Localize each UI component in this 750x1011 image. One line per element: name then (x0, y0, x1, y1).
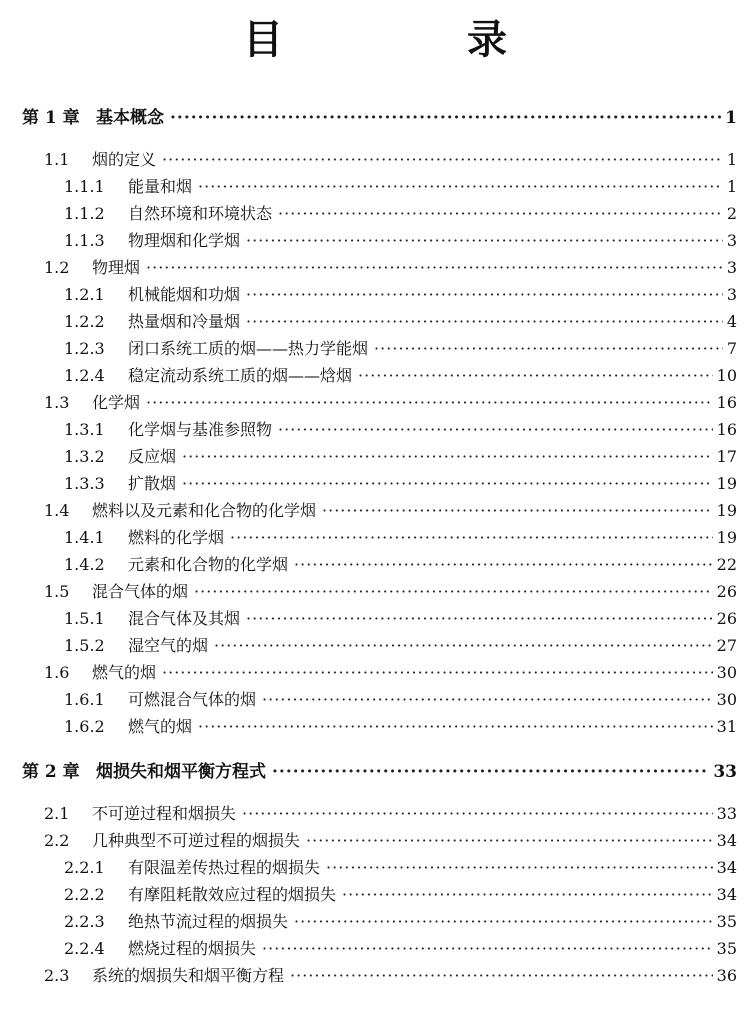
toc-entry-title: 混合气体的烟 (92, 582, 189, 601)
toc-entry-page: 26 (716, 609, 737, 628)
toc-leader-dots (246, 609, 713, 629)
toc-entry[interactable] (64, 636, 737, 656)
toc-entry-title: 闭口系统工质的烟——热力学能烟 (128, 339, 369, 358)
toc-entry-page: 16 (716, 393, 737, 412)
toc-entry[interactable] (64, 609, 737, 629)
toc-entry-number: 1.2 (44, 258, 70, 277)
toc-entry[interactable] (44, 582, 737, 602)
toc-entry-title: 扩散烟 (128, 474, 177, 493)
toc-leader-dots (326, 858, 713, 878)
toc-entry-number: 2.2.1 (64, 858, 105, 877)
toc-entry[interactable] (64, 420, 737, 440)
toc-entry-number: 1.3.3 (64, 474, 105, 493)
toc-entry-page: 2 (726, 204, 737, 223)
toc-leader-dots (262, 690, 713, 710)
toc-entry-page: 4 (726, 312, 737, 331)
toc-entry-title: 烟损失和烟平衡方程式 (96, 762, 266, 782)
toc-entry[interactable] (44, 393, 737, 413)
toc-entry-title: 可燃混合气体的烟 (128, 690, 257, 709)
toc-entry[interactable] (44, 804, 737, 824)
toc-entry-title: 几种典型不可逆过程的烟损失 (92, 831, 301, 850)
toc-entry-title: 能量和烟 (128, 177, 193, 196)
toc-entry[interactable] (64, 555, 737, 575)
toc-leader-dots (182, 474, 713, 494)
toc-entry-title: 不可逆过程和烟损失 (92, 804, 237, 823)
toc-entry-page: 10 (716, 366, 737, 385)
toc-leader-dots (322, 501, 713, 521)
toc-entry-number: 2.3 (44, 966, 70, 985)
toc-entry-page: 33 (716, 804, 737, 823)
toc-entry-page: 1 (726, 177, 737, 196)
toc-leader-dots (246, 312, 723, 332)
toc-entry[interactable] (64, 204, 737, 224)
toc-entry-page: 35 (716, 939, 737, 958)
toc-entry-number: 第 2 章 (22, 762, 80, 782)
toc-entry-title: 有摩阻耗散效应过程的烟损失 (128, 885, 337, 904)
toc-entry-number: 1.4.1 (64, 528, 105, 547)
toc-entry-title: 自然环境和环境状态 (128, 204, 273, 223)
toc-leader-dots (294, 912, 713, 932)
toc-entry-title: 燃气的烟 (92, 663, 157, 682)
toc-leader-dots (342, 885, 713, 905)
toc-leader-dots (146, 258, 723, 278)
toc-leader-dots (294, 555, 713, 575)
toc-entry-title: 燃料的化学烟 (128, 528, 225, 547)
toc-entry[interactable] (44, 150, 737, 170)
toc-leader-dots (242, 804, 713, 824)
toc-entry-page: 17 (716, 447, 737, 466)
toc-entry[interactable] (64, 474, 737, 494)
toc-entry[interactable] (64, 339, 737, 359)
toc-entry-number: 1.4.2 (64, 555, 105, 574)
toc-entry[interactable] (44, 663, 737, 683)
toc-entry-title: 反应烟 (128, 447, 177, 466)
toc-entry-title: 燃烧过程的烟损失 (128, 939, 257, 958)
toc-entry-number: 1.4 (44, 501, 70, 520)
toc-leader-dots (162, 663, 713, 683)
toc-entry-page: 34 (716, 858, 737, 877)
toc-leader-dots (272, 762, 709, 782)
toc-entry-number: 2.2.4 (64, 939, 105, 958)
toc-entry-title: 元素和化合物的化学烟 (128, 555, 289, 574)
toc-entry-title: 机械能烟和功烟 (128, 285, 241, 304)
toc-leader-dots (146, 393, 713, 413)
toc-entry[interactable] (44, 966, 737, 986)
toc-entry[interactable] (64, 231, 737, 251)
toc-leader-dots (290, 966, 713, 986)
toc-entry-title: 系统的烟损失和烟平衡方程 (92, 966, 285, 985)
toc-entry-page: 3 (726, 258, 737, 277)
toc-entry-page: 19 (716, 474, 737, 493)
toc-entry[interactable] (64, 312, 737, 332)
toc-leader-dots (214, 636, 713, 656)
toc-entry[interactable] (44, 258, 737, 278)
toc-entry-page: 19 (716, 501, 737, 520)
toc-entry[interactable] (44, 501, 737, 521)
toc-entry-number: 1.5 (44, 582, 70, 601)
toc-entry-page: 31 (716, 717, 737, 736)
toc-entry[interactable] (64, 690, 737, 710)
toc-entry-title: 烟的定义 (92, 150, 157, 169)
toc-entry-number: 1.6.1 (64, 690, 105, 709)
toc-entry-title: 物理烟和化学烟 (128, 231, 241, 250)
toc-entry-page: 3 (726, 231, 737, 250)
toc-entry-title: 基本概念 (96, 108, 164, 128)
toc-leader-dots (278, 204, 723, 224)
toc-entry-number: 1.1 (44, 150, 70, 169)
page-title: 目 录 (243, 17, 579, 63)
toc-entry-number: 2.2.3 (64, 912, 105, 931)
toc-chapter[interactable] (22, 108, 737, 128)
toc-entry[interactable] (64, 717, 737, 737)
toc-entry-title: 燃气的烟 (128, 717, 193, 736)
toc-entry-page: 34 (716, 885, 737, 904)
toc-entry-page: 22 (716, 555, 737, 574)
toc-entry-number: 1.1.1 (64, 177, 105, 196)
toc-leader-dots (230, 528, 713, 548)
toc-entry-page: 3 (726, 285, 737, 304)
toc-entry-number: 1.3.1 (64, 420, 105, 439)
toc-entry-number: 1.3.2 (64, 447, 105, 466)
toc-leader-dots (246, 285, 723, 305)
toc-entry-number: 1.6 (44, 663, 70, 682)
toc-entry-page: 1 (725, 108, 737, 128)
toc-entry-number: 1.2.2 (64, 312, 105, 331)
toc-entry-page: 7 (726, 339, 737, 358)
toc-entry[interactable] (44, 831, 737, 851)
toc-entry-page: 30 (716, 690, 737, 709)
toc-chapter[interactable] (22, 762, 737, 782)
toc-entry-title: 燃料以及元素和化合物的化学烟 (92, 501, 317, 520)
toc-entry-title: 化学烟 (92, 393, 141, 412)
toc-entry-page: 34 (716, 831, 737, 850)
toc-entry-title: 绝热节流过程的烟损失 (128, 912, 289, 931)
toc-entry-page: 1 (726, 150, 737, 169)
toc-entry-page: 30 (716, 663, 737, 682)
toc-entry-number: 2.2 (44, 831, 70, 850)
toc-entry-title: 有限温差传热过程的烟损失 (128, 858, 321, 877)
toc-entry[interactable] (64, 366, 737, 386)
toc-leader-dots (198, 717, 713, 737)
toc-entry-number: 1.5.2 (64, 636, 105, 655)
toc-entry-number: 第 1 章 (22, 108, 80, 128)
toc-leader-dots (246, 231, 723, 251)
toc-leader-dots (182, 447, 713, 467)
toc-entry-page: 19 (716, 528, 737, 547)
toc-entry-title: 热量烟和冷量烟 (128, 312, 241, 331)
toc-entry-number: 1.2.1 (64, 285, 105, 304)
toc-entry[interactable] (64, 912, 737, 932)
toc-entry-number: 1.3 (44, 393, 70, 412)
toc-entry-title: 化学烟与基准参照物 (128, 420, 273, 439)
toc-leader-dots (358, 366, 713, 386)
toc-entry-page: 27 (716, 636, 737, 655)
toc-leader-dots (374, 339, 723, 359)
toc-entry-title: 湿空气的烟 (128, 636, 209, 655)
toc-entry-page: 35 (716, 912, 737, 931)
toc-entry[interactable] (64, 177, 737, 197)
toc-entry-page: 26 (716, 582, 737, 601)
toc-entry[interactable] (64, 285, 737, 305)
toc-entry-number: 1.2.3 (64, 339, 105, 358)
toc-entry[interactable] (64, 858, 737, 878)
toc-leader-dots (194, 582, 713, 602)
toc-entry[interactable] (64, 885, 737, 905)
toc-entry-title: 稳定流动系统工质的烟——焓烟 (128, 366, 353, 385)
toc-leader-dots (278, 420, 713, 440)
toc-entry-number: 1.1.3 (64, 231, 105, 250)
toc-leader-dots (262, 939, 713, 959)
toc-entry-title: 混合气体及其烟 (128, 609, 241, 628)
toc-entry-number: 1.5.1 (64, 609, 105, 628)
toc-entry-number: 1.1.2 (64, 204, 105, 223)
toc-leader-dots (170, 108, 721, 128)
toc-entry-number: 2.1 (44, 804, 70, 823)
toc-entry-number: 1.2.4 (64, 366, 105, 385)
toc-leader-dots (162, 150, 723, 170)
toc-entry-title: 物理烟 (92, 258, 141, 277)
toc-entry-page: 36 (716, 966, 737, 985)
toc-entry[interactable] (64, 447, 737, 467)
toc-leader-dots (198, 177, 723, 197)
toc-entry[interactable] (64, 528, 737, 548)
toc-entry-number: 1.6.2 (64, 717, 105, 736)
toc-entry-number: 2.2.2 (64, 885, 105, 904)
toc-leader-dots (306, 831, 713, 851)
toc-entry[interactable] (64, 939, 737, 959)
toc-entry-page: 33 (713, 762, 737, 782)
toc-entry-page: 16 (716, 420, 737, 439)
